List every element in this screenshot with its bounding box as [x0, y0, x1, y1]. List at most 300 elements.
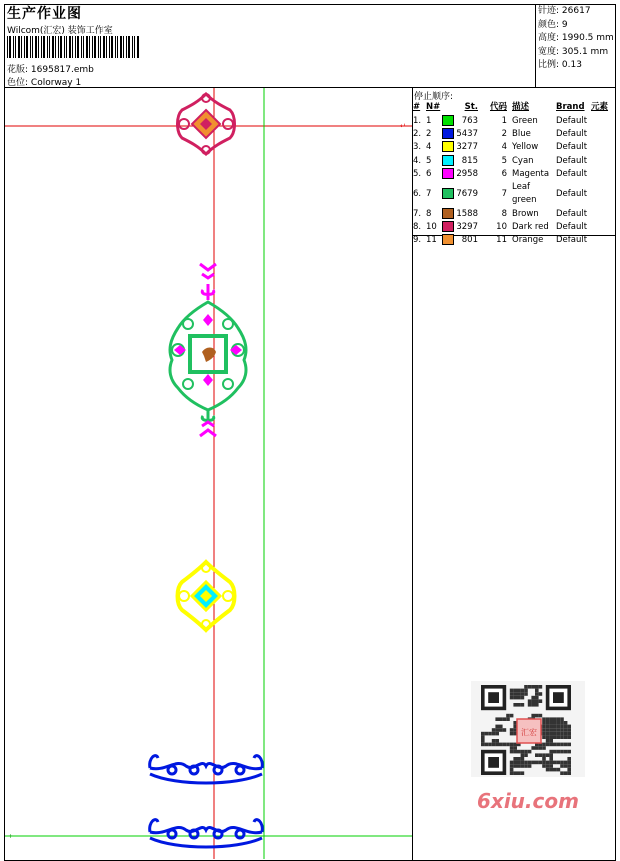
barcode-bar	[47, 36, 48, 58]
barcode-bar	[137, 36, 139, 58]
qr-module	[524, 761, 528, 765]
barcode	[7, 36, 141, 58]
qr-module	[557, 728, 561, 732]
qr-module	[539, 746, 543, 750]
barcode-bar	[83, 36, 84, 58]
qr-module	[481, 743, 485, 747]
barcode-bar	[75, 36, 76, 58]
barcode-bar	[98, 36, 99, 58]
qr-module	[564, 743, 568, 747]
row-needle: 6	[426, 169, 432, 180]
qr-module	[542, 761, 546, 765]
qr-module	[513, 703, 517, 707]
barcode-bar	[92, 36, 93, 58]
colorway-label: 色位:	[7, 78, 29, 88]
qr-module	[492, 743, 496, 747]
row-needle: 8	[426, 208, 432, 219]
row-stitches: 2958	[456, 169, 478, 180]
row-code: 1	[501, 115, 507, 126]
qr-module	[567, 743, 571, 747]
qr-module	[549, 717, 553, 721]
row-brand: Default	[556, 221, 588, 232]
row-element	[591, 141, 616, 154]
qr-module	[513, 771, 517, 775]
qr-module	[539, 685, 543, 689]
barcode-bar	[41, 36, 42, 58]
qr-module	[503, 717, 507, 721]
row-needle: 10	[426, 221, 437, 232]
barcode-bar	[123, 36, 124, 58]
qr-module	[557, 761, 561, 765]
barcode-bar	[38, 36, 39, 58]
row-code: 8	[501, 208, 507, 219]
qr-module	[531, 746, 535, 750]
qr-module	[517, 703, 521, 707]
qr-module	[510, 768, 514, 772]
qr-module	[513, 764, 517, 768]
row-brand: Default	[556, 188, 588, 199]
qr-module	[521, 761, 525, 765]
row-brand: Default	[556, 128, 588, 139]
barcode-bar	[30, 36, 31, 58]
qr-module	[531, 685, 535, 689]
qr-module	[517, 696, 521, 700]
qr-module	[557, 717, 561, 721]
row-stitches: 801	[461, 235, 478, 246]
qr-module	[535, 692, 539, 696]
qr-module	[553, 735, 557, 739]
qr-module	[535, 685, 539, 689]
qr-module	[560, 735, 564, 739]
row-element	[591, 207, 616, 220]
qr-module	[528, 750, 532, 754]
row-code: 10	[496, 221, 507, 232]
col-description: 描述	[512, 102, 530, 113]
row-brand: Default	[556, 115, 588, 126]
qr-module	[546, 728, 550, 732]
color-swatch	[442, 155, 454, 166]
qr-module	[542, 743, 546, 747]
qr-module	[481, 739, 485, 743]
barcode-bar	[26, 36, 28, 58]
qr-module	[513, 750, 517, 754]
qr-module	[506, 743, 510, 747]
row-index: 8.	[413, 221, 422, 232]
qr-module	[510, 771, 514, 775]
qr-module	[546, 739, 550, 743]
qr-module	[546, 732, 550, 736]
qr-module	[549, 725, 553, 729]
barcode-bar	[60, 36, 62, 58]
row-stitches: 1588	[456, 208, 478, 219]
qr-module	[560, 743, 564, 747]
qr-code-watermark	[471, 681, 585, 777]
qr-module	[567, 735, 571, 739]
qr-module	[567, 764, 571, 768]
row-index: 5.	[413, 169, 422, 180]
color-swatch	[442, 168, 454, 179]
qr-module	[567, 761, 571, 765]
qr-module	[517, 750, 521, 754]
stat-width: 宽度: 305.1 mm	[538, 46, 609, 57]
row-stitches: 815	[461, 155, 478, 166]
qr-module	[549, 761, 553, 765]
barcode-bar	[66, 36, 67, 58]
qr-module	[517, 692, 521, 696]
qr-module	[510, 714, 514, 718]
barcode-bar	[24, 36, 25, 58]
stat-colors: 颜色: 9	[538, 19, 568, 30]
thread-row	[413, 234, 616, 247]
colorway-value: Colorway 1	[30, 78, 82, 88]
qr-module	[528, 764, 532, 768]
row-description: Blue	[512, 128, 531, 139]
barcode-bar	[7, 36, 8, 58]
qr-module	[567, 757, 571, 761]
origin-marker: +	[8, 833, 14, 840]
row-swatch	[442, 234, 456, 247]
motif-middle-pendant	[170, 264, 246, 436]
row-element	[591, 168, 616, 181]
row-element	[591, 114, 616, 127]
barcode-bar	[49, 36, 50, 58]
qr-module	[510, 764, 514, 768]
qr-module	[495, 725, 499, 729]
qr-module	[499, 717, 503, 721]
row-needle: 7	[426, 188, 432, 199]
qr-module	[567, 725, 571, 729]
row-stitches: 3297	[456, 221, 478, 232]
col-element: 元素	[591, 102, 609, 113]
qr-module	[549, 750, 553, 754]
qr-module	[528, 703, 532, 707]
color-swatch	[442, 234, 454, 245]
qr-module	[488, 743, 492, 747]
qr-module	[564, 771, 568, 775]
qr-module	[528, 761, 532, 765]
qr-module	[513, 696, 517, 700]
qr-module	[553, 717, 557, 721]
qr-module	[553, 721, 557, 725]
qr-module	[549, 757, 553, 761]
qr-module	[564, 732, 568, 736]
barcode-bar	[43, 36, 45, 58]
qr-stamp-text: 汇宏	[521, 728, 537, 737]
row-element	[591, 181, 616, 207]
thread-row	[413, 207, 616, 220]
barcode-bar	[126, 36, 127, 58]
stop-sequence-title: 停止顺序:	[414, 92, 454, 102]
qr-module	[546, 725, 550, 729]
qr-module	[517, 761, 521, 765]
qr-module	[557, 725, 561, 729]
stat-height: 高度: 1990.5 mm	[538, 33, 614, 43]
qr-module	[531, 703, 535, 707]
qr-module	[517, 689, 521, 693]
qr-module	[531, 699, 535, 703]
qr-module	[542, 732, 546, 736]
qr-module	[513, 689, 517, 693]
barcode-bar	[55, 36, 56, 58]
barcode-bar	[32, 36, 33, 58]
stat-stitches: 针迹: 26617	[538, 6, 591, 16]
qr-module	[513, 761, 517, 765]
qr-module	[517, 771, 521, 775]
row-description: Brown	[512, 208, 539, 219]
qr-module	[524, 689, 528, 693]
qr-module	[564, 735, 568, 739]
barcode-bar	[115, 36, 116, 58]
qr-module	[546, 764, 550, 768]
qr-module	[492, 728, 496, 732]
qr-module	[549, 764, 553, 768]
qr-module	[542, 717, 546, 721]
qr-module	[492, 739, 496, 743]
qr-module	[521, 764, 525, 768]
qr-module	[539, 699, 543, 703]
thread-table	[413, 101, 616, 248]
barcode-bar	[120, 36, 122, 58]
qr-module	[485, 732, 489, 736]
qr-module	[499, 743, 503, 747]
barcode-bar	[58, 36, 59, 58]
thread-row	[413, 181, 616, 207]
row-index: 2.	[413, 128, 422, 139]
qr-module	[560, 717, 564, 721]
row-brand: Default	[556, 208, 588, 219]
barcode-bar	[69, 36, 71, 58]
qr-module	[495, 743, 499, 747]
row-swatch	[442, 141, 456, 154]
barcode-bar	[9, 36, 11, 58]
qr-module	[535, 689, 539, 693]
qr-module	[542, 746, 546, 750]
barcode-bar	[103, 36, 105, 58]
row-swatch	[442, 221, 456, 234]
qr-module	[495, 717, 499, 721]
qr-module	[564, 750, 568, 754]
qr-module	[557, 768, 561, 772]
qr-module	[521, 753, 525, 757]
motif-yellow-lozenge	[178, 562, 235, 630]
qr-module	[546, 753, 550, 757]
row-code: 11	[496, 235, 507, 246]
row-swatch	[442, 207, 456, 220]
row-stitches: 5437	[456, 128, 478, 139]
row-stitches: 7679	[456, 188, 478, 199]
qr-module	[557, 732, 561, 736]
qr-module	[553, 768, 557, 772]
motif-blue-border-lower	[150, 820, 263, 847]
qr-module	[510, 732, 514, 736]
qr-module	[513, 757, 517, 761]
qr-module	[510, 746, 514, 750]
qr-module	[542, 721, 546, 725]
barcode-bar	[100, 36, 101, 58]
qr-finder	[488, 692, 499, 703]
color-swatch	[442, 221, 454, 232]
qr-module	[542, 728, 546, 732]
qr-module	[560, 732, 564, 736]
row-brand: Default	[556, 142, 588, 153]
qr-module	[553, 728, 557, 732]
qr-module	[535, 696, 539, 700]
barcode-bar	[81, 36, 82, 58]
qr-module	[524, 685, 528, 689]
design-stats	[538, 5, 614, 73]
qr-module	[567, 771, 571, 775]
qr-module	[546, 717, 550, 721]
qr-module	[557, 750, 561, 754]
qr-module	[567, 750, 571, 754]
row-swatch	[442, 128, 456, 141]
qr-module	[510, 743, 514, 747]
row-description: Leaf green	[512, 182, 537, 206]
qr-module	[510, 696, 514, 700]
barcode-bar	[128, 36, 130, 58]
qr-module	[560, 764, 564, 768]
qr-module	[549, 728, 553, 732]
row-stitches: 3277	[456, 142, 478, 153]
barcode-bar	[64, 36, 65, 58]
qr-module	[553, 732, 557, 736]
site-logo-watermark: 6xiu.com	[477, 789, 579, 813]
row-index: 1.	[413, 115, 422, 126]
row-element	[591, 128, 616, 141]
qr-module	[557, 721, 561, 725]
row-swatch	[442, 181, 456, 207]
qr-module	[521, 750, 525, 754]
qr-module	[564, 761, 568, 765]
row-code: 6	[501, 169, 507, 180]
qr-module	[510, 728, 514, 732]
qr-module	[535, 746, 539, 750]
qr-module	[542, 735, 546, 739]
design-row	[7, 62, 94, 75]
company-name: Wilcom(汇宏) 装饰工作室	[7, 26, 113, 36]
design-preview	[5, 88, 412, 859]
qr-module	[513, 692, 517, 696]
qr-module	[517, 764, 521, 768]
qr-module	[531, 761, 535, 765]
qr-module	[481, 735, 485, 739]
qr-module	[546, 735, 550, 739]
row-description: Magenta	[512, 169, 550, 180]
qr-module	[503, 743, 507, 747]
col-swatch	[442, 101, 456, 114]
col-code: 代码	[489, 102, 507, 113]
qr-module	[524, 692, 528, 696]
row-needle: 5	[426, 155, 432, 166]
col-brand: Brand	[556, 102, 585, 113]
thread-row	[413, 168, 616, 181]
row-brand: Default	[556, 155, 588, 166]
row-needle: 2	[426, 128, 432, 139]
qr-module	[542, 757, 546, 761]
qr-module	[521, 696, 525, 700]
motif-top-lozenge	[178, 94, 235, 154]
qr-module	[531, 714, 535, 718]
qr-module	[564, 725, 568, 729]
qr-module	[542, 725, 546, 729]
row-needle: 4	[426, 142, 432, 153]
row-description: Orange	[512, 235, 544, 246]
row-code: 5	[501, 155, 507, 166]
qr-module	[567, 732, 571, 736]
qr-module	[528, 699, 532, 703]
qr-module	[542, 753, 546, 757]
qr-module	[546, 768, 550, 772]
barcode-bar	[109, 36, 110, 58]
qr-module	[485, 743, 489, 747]
qr-module	[549, 721, 553, 725]
row-index: 4.	[413, 155, 422, 166]
qr-module	[521, 703, 525, 707]
design-value: 1695817.emb	[30, 65, 94, 75]
qr-module	[521, 757, 525, 761]
row-description: Green	[512, 115, 538, 126]
qr-module	[553, 761, 557, 765]
thread-row	[413, 141, 616, 154]
row-swatch	[442, 114, 456, 127]
qr-module	[560, 750, 564, 754]
row-index: 3.	[413, 142, 422, 153]
row-description: Dark red	[512, 221, 549, 232]
thread-row	[413, 221, 616, 234]
qr-module	[546, 743, 550, 747]
qr-module	[549, 735, 553, 739]
barcode-bar	[117, 36, 118, 58]
row-index: 6.	[413, 188, 422, 199]
row-description: Yellow	[512, 142, 539, 153]
qr-module	[535, 753, 539, 757]
col-needle: N#	[426, 102, 441, 113]
colorway-row	[7, 75, 81, 88]
row-element	[591, 234, 616, 247]
qr-finder	[553, 692, 564, 703]
barcode-bar	[111, 36, 113, 58]
row-description: Cyan	[512, 155, 534, 166]
qr-module	[560, 725, 564, 729]
thread-row	[413, 128, 616, 141]
barcode-bar	[21, 36, 22, 58]
qr-module	[495, 728, 499, 732]
row-index: 9.	[413, 235, 422, 246]
qr-module	[521, 692, 525, 696]
color-swatch	[442, 128, 454, 139]
qr-module	[506, 717, 510, 721]
qr-module	[549, 768, 553, 772]
qr-module	[535, 714, 539, 718]
barcode-bar	[106, 36, 107, 58]
qr-module	[560, 728, 564, 732]
color-swatch	[442, 115, 454, 126]
barcode-bar	[72, 36, 73, 58]
barcode-bar	[52, 36, 54, 58]
qr-module	[549, 732, 553, 736]
qr-module	[542, 764, 546, 768]
row-swatch	[442, 168, 456, 181]
qr-module	[553, 750, 557, 754]
row-element	[591, 155, 616, 168]
row-stitches: 763	[461, 115, 478, 126]
qr-module	[535, 703, 539, 707]
barcode-bar	[132, 36, 133, 58]
page-title: 生产作业图	[7, 6, 82, 22]
qr-module	[510, 750, 514, 754]
barcode-bar	[13, 36, 14, 58]
barcode-bar	[35, 36, 37, 58]
